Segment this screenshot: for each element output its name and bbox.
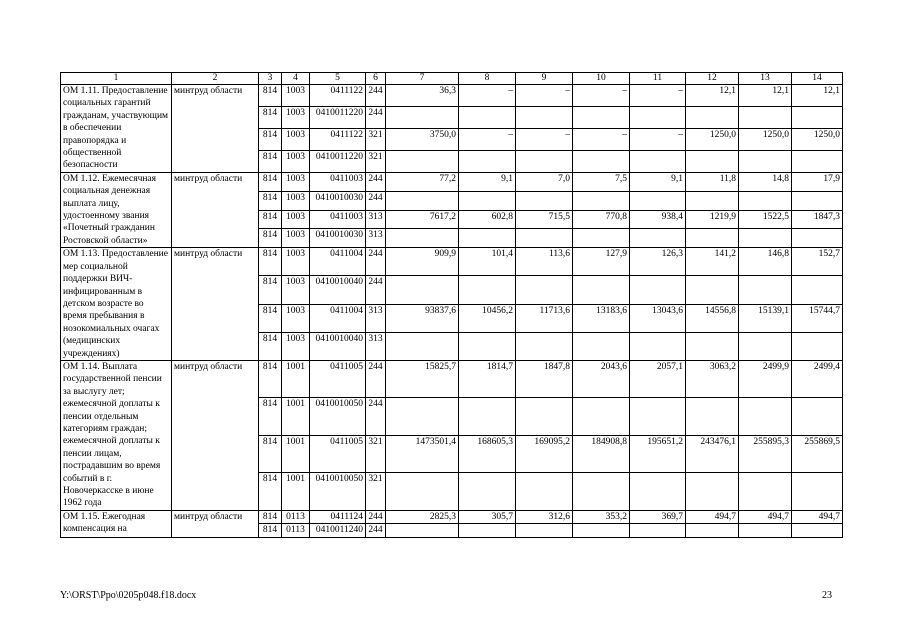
table-cell (630, 229, 686, 248)
table-cell (739, 229, 792, 248)
table-cell: 814 (259, 248, 282, 276)
table-row (61, 360, 843, 397)
table-cell (792, 191, 843, 210)
table-cell: 113,6 (516, 248, 573, 276)
table-cell (686, 524, 739, 537)
table-cell (686, 106, 739, 128)
table-cell (386, 524, 459, 537)
table-cell (792, 332, 843, 360)
column-header: 13 (739, 73, 792, 85)
table-cell (630, 524, 686, 537)
table-cell (573, 398, 630, 435)
table-cell: 814 (259, 191, 282, 210)
table-cell: 146,8 (739, 248, 792, 276)
table-cell: 1250,0 (686, 128, 739, 150)
table-cell: 93837,6 (386, 304, 459, 332)
measure-name-cell: ОМ 1.11. Предоставление социальных гарантий гражданам, участвующим в обеспечении правопорядка и общественной безопасности (61, 85, 172, 173)
table-cell (459, 150, 516, 172)
table-cell (573, 332, 630, 360)
table-cell: 12,1 (686, 85, 739, 107)
table-cell: 0113 (282, 524, 310, 537)
column-header: 12 (686, 73, 739, 85)
footer-file-path: Y:\ORST\Ppo\0205p048.f18.docx (60, 590, 197, 601)
column-header: 2 (172, 73, 259, 85)
table-cell: 715,5 (516, 210, 573, 229)
table-cell: 2057,1 (630, 360, 686, 397)
table-cell (516, 106, 573, 128)
table-cell (792, 106, 843, 128)
table-cell: 1847,8 (516, 360, 573, 397)
table-cell (459, 332, 516, 360)
measure-name-cell: ОМ 1.13. Предоставление мер социальной поддержки ВИЧ-инфицированным в детском возрасте во время пребывания в нозокомиальных очагах (медицинских учреждениях) (61, 248, 172, 361)
table-cell: 814 (259, 229, 282, 248)
table-cell: 14556,8 (686, 304, 739, 332)
table-cell: 3750,0 (386, 128, 459, 150)
measure-name-cell: ОМ 1.15. Ежегодная компенсация на (61, 510, 172, 537)
table-cell (686, 473, 739, 510)
table-cell (386, 398, 459, 435)
table-cell (386, 191, 459, 210)
table-cell (792, 150, 843, 172)
table-cell (459, 524, 516, 537)
table-cell (386, 150, 459, 172)
table-cell (686, 332, 739, 360)
table-cell (630, 332, 686, 360)
table-row (61, 85, 843, 107)
table-cell: – (516, 128, 573, 150)
table-cell: 814 (259, 106, 282, 128)
table-cell (516, 150, 573, 172)
table-cell: 1003 (282, 210, 310, 229)
table-cell: 126,3 (630, 248, 686, 276)
table-cell: 0411122 (310, 85, 366, 107)
table-cell: 1522,5 (739, 210, 792, 229)
table-cell (739, 398, 792, 435)
table-cell: 244 (366, 360, 386, 397)
table-cell (686, 229, 739, 248)
table-cell: 814 (259, 210, 282, 229)
table-cell (386, 332, 459, 360)
table-cell (386, 106, 459, 128)
table-cell: 814 (259, 510, 282, 523)
table-cell (573, 150, 630, 172)
table-cell (686, 398, 739, 435)
executor-cell: минтруд области (172, 248, 259, 361)
table-cell (739, 150, 792, 172)
table-cell (739, 276, 792, 304)
table-cell: 0410010040 (310, 332, 366, 360)
column-header: 11 (630, 73, 686, 85)
table-cell: 494,7 (792, 510, 843, 523)
table-cell (792, 473, 843, 510)
table-cell: 321 (366, 150, 386, 172)
table-cell: 255869,5 (792, 435, 843, 472)
table-cell: 814 (259, 85, 282, 107)
table-cell: 0411004 (310, 304, 366, 332)
table-cell (686, 191, 739, 210)
table-cell: 0113 (282, 510, 310, 523)
table-cell: 0411003 (310, 210, 366, 229)
table-cell (516, 524, 573, 537)
table-cell (459, 191, 516, 210)
table-cell (630, 398, 686, 435)
table-cell: 7617,2 (386, 210, 459, 229)
table-cell: 814 (259, 398, 282, 435)
table-cell: 168605,3 (459, 435, 516, 472)
footer-page-number: 23 (822, 590, 832, 601)
column-header: 8 (459, 73, 516, 85)
table-cell: – (573, 85, 630, 107)
table-header-row (61, 73, 843, 85)
table-cell: 814 (259, 150, 282, 172)
table-cell: 321 (366, 128, 386, 150)
table-cell: 244 (366, 248, 386, 276)
table-cell: 10456,2 (459, 304, 516, 332)
table-cell: 814 (259, 524, 282, 537)
table-cell: 0411003 (310, 172, 366, 191)
table-cell: 1001 (282, 360, 310, 397)
table-cell (459, 473, 516, 510)
table-cell: 13183,6 (573, 304, 630, 332)
table-cell: 0410010030 (310, 229, 366, 248)
table-row (61, 172, 843, 191)
table-cell: 195651,2 (630, 435, 686, 472)
table-cell (386, 229, 459, 248)
table-cell: 0411005 (310, 360, 366, 397)
table-cell (516, 473, 573, 510)
table-cell: 244 (366, 276, 386, 304)
table-cell: 141,2 (686, 248, 739, 276)
table-cell: 1003 (282, 85, 310, 107)
table-cell: 313 (366, 229, 386, 248)
table-cell: – (459, 128, 516, 150)
table-cell: 0410010030 (310, 191, 366, 210)
table-cell: 1814,7 (459, 360, 516, 397)
table-cell: – (459, 85, 516, 107)
table-cell: 313 (366, 210, 386, 229)
table-cell: 101,4 (459, 248, 516, 276)
table-cell: 1003 (282, 106, 310, 128)
table-cell: 1003 (282, 304, 310, 332)
table-cell: 1003 (282, 150, 310, 172)
table-cell: 1003 (282, 229, 310, 248)
table-cell: 244 (366, 398, 386, 435)
table-cell (573, 473, 630, 510)
table-cell (459, 229, 516, 248)
table-cell: 77,2 (386, 172, 459, 191)
table-cell: 313 (366, 304, 386, 332)
table-cell (459, 106, 516, 128)
table-cell: 0411122 (310, 128, 366, 150)
table-cell: 814 (259, 276, 282, 304)
table-cell: 13043,6 (630, 304, 686, 332)
table-cell: 9,1 (630, 172, 686, 191)
table-cell: 17,9 (792, 172, 843, 191)
table-cell: 1473501,4 (386, 435, 459, 472)
table-cell: – (630, 128, 686, 150)
table-cell: 0411004 (310, 248, 366, 276)
table-cell: 2499,9 (739, 360, 792, 397)
table-cell: 494,7 (686, 510, 739, 523)
table-cell: 3063,2 (686, 360, 739, 397)
table-cell (630, 191, 686, 210)
table-cell: 1003 (282, 191, 310, 210)
table-cell: 1847,3 (792, 210, 843, 229)
table-cell: 353,2 (573, 510, 630, 523)
table-cell: 814 (259, 128, 282, 150)
table-cell (516, 229, 573, 248)
table-cell (739, 191, 792, 210)
column-header: 4 (282, 73, 310, 85)
table-cell: 321 (366, 473, 386, 510)
table-cell (573, 276, 630, 304)
table-cell: 369,7 (630, 510, 686, 523)
table-cell: 7,0 (516, 172, 573, 191)
table-cell: 2043,6 (573, 360, 630, 397)
table-cell: 15825,7 (386, 360, 459, 397)
table-cell: 152,7 (792, 248, 843, 276)
table-cell: 814 (259, 304, 282, 332)
table-cell: 814 (259, 435, 282, 472)
table-cell: 1003 (282, 248, 310, 276)
executor-cell: минтруд области (172, 510, 259, 537)
table-cell: 0410010050 (310, 473, 366, 510)
table-cell (630, 106, 686, 128)
table-cell: 313 (366, 332, 386, 360)
table-row (61, 510, 843, 523)
table-cell: 1003 (282, 276, 310, 304)
table-cell (516, 398, 573, 435)
table-cell: 0410011240 (310, 524, 366, 537)
table-cell (386, 276, 459, 304)
table-cell: 1003 (282, 128, 310, 150)
table-cell: 1001 (282, 473, 310, 510)
table-cell: – (516, 85, 573, 107)
table-cell: 7,5 (573, 172, 630, 191)
table-cell (386, 473, 459, 510)
column-header: 6 (366, 73, 386, 85)
table-cell: 1250,0 (739, 128, 792, 150)
table-cell: 244 (366, 524, 386, 537)
table-cell (573, 106, 630, 128)
table-cell: 14,8 (739, 172, 792, 191)
table-cell: 184908,8 (573, 435, 630, 472)
table-cell (739, 524, 792, 537)
table-cell: 15139,1 (739, 304, 792, 332)
table-cell: 1219,9 (686, 210, 739, 229)
table-cell: 0410010050 (310, 398, 366, 435)
table-cell (459, 276, 516, 304)
table-cell: 1003 (282, 172, 310, 191)
table-cell (516, 191, 573, 210)
table-cell (573, 191, 630, 210)
table-cell (516, 332, 573, 360)
table-cell: 1001 (282, 435, 310, 472)
executor-cell: минтруд области (172, 85, 259, 173)
column-header: 9 (516, 73, 573, 85)
table-cell: 15744,7 (792, 304, 843, 332)
table-cell: 244 (366, 510, 386, 523)
budget-table (60, 72, 843, 538)
table-cell (573, 229, 630, 248)
table-cell: 2825,3 (386, 510, 459, 523)
table-cell: 321 (366, 435, 386, 472)
column-header: 3 (259, 73, 282, 85)
table-cell: 1001 (282, 398, 310, 435)
table-cell (739, 106, 792, 128)
table-cell: 0410011220 (310, 106, 366, 128)
table-cell: – (630, 85, 686, 107)
table-cell: 938,4 (630, 210, 686, 229)
table-cell (792, 524, 843, 537)
measure-name-cell: ОМ 1.12. Ежемесячная социальная денежная выплата лицу, удостоенному звания «Почетный гражданин Ростовской области» (61, 172, 172, 247)
table-cell (792, 229, 843, 248)
table-cell: 2499,4 (792, 360, 843, 397)
table-cell (630, 473, 686, 510)
table-cell (630, 150, 686, 172)
table-cell (739, 332, 792, 360)
table-cell: 9,1 (459, 172, 516, 191)
table-cell: 814 (259, 360, 282, 397)
table-cell: 243476,1 (686, 435, 739, 472)
table-cell: 169095,2 (516, 435, 573, 472)
table-cell: 244 (366, 191, 386, 210)
table-cell: 0410011220 (310, 150, 366, 172)
table-cell: 312,6 (516, 510, 573, 523)
table-cell: 244 (366, 85, 386, 107)
table-row (61, 248, 843, 276)
table-cell (686, 276, 739, 304)
table-cell (792, 398, 843, 435)
table-cell: 770,8 (573, 210, 630, 229)
table-cell: 909,9 (386, 248, 459, 276)
table-cell (686, 150, 739, 172)
column-header: 7 (386, 73, 459, 85)
table-cell: 0411124 (310, 510, 366, 523)
executor-cell: минтруд области (172, 172, 259, 247)
table-cell (739, 473, 792, 510)
table-cell (573, 524, 630, 537)
table-cell (792, 276, 843, 304)
column-header: 10 (573, 73, 630, 85)
table-cell: 255895,3 (739, 435, 792, 472)
table-cell: 11,8 (686, 172, 739, 191)
table-cell: 12,1 (739, 85, 792, 107)
table-cell: 244 (366, 106, 386, 128)
measure-name-cell: ОМ 1.14. Выплата государственной пенсии за выслугу лет; ежемесячной доплаты к пенсии отдельным категориям граждан; ежемесячной доплаты к пенсии лицам, пострадавшим во время событий в г. Новочеркасске в июне 1962 года (61, 360, 172, 510)
column-header: 5 (310, 73, 366, 85)
table-cell: 11713,6 (516, 304, 573, 332)
table-cell: 814 (259, 172, 282, 191)
table-cell (459, 398, 516, 435)
table-cell: 1250,0 (792, 128, 843, 150)
table-cell: 12,1 (792, 85, 843, 107)
column-header: 14 (792, 73, 843, 85)
table-cell: 36,3 (386, 85, 459, 107)
table-cell: 127,9 (573, 248, 630, 276)
table-cell (630, 276, 686, 304)
table-cell: 814 (259, 473, 282, 510)
table-cell: 494,7 (739, 510, 792, 523)
table-cell: 814 (259, 332, 282, 360)
table-cell: 0410010040 (310, 276, 366, 304)
table-cell: 305,7 (459, 510, 516, 523)
table-cell: 1003 (282, 332, 310, 360)
table-cell: 0411005 (310, 435, 366, 472)
table-cell: 602,8 (459, 210, 516, 229)
executor-cell: минтруд области (172, 360, 259, 510)
table-cell (516, 276, 573, 304)
column-header: 1 (61, 73, 172, 85)
table-cell: 244 (366, 172, 386, 191)
table-cell: – (573, 128, 630, 150)
